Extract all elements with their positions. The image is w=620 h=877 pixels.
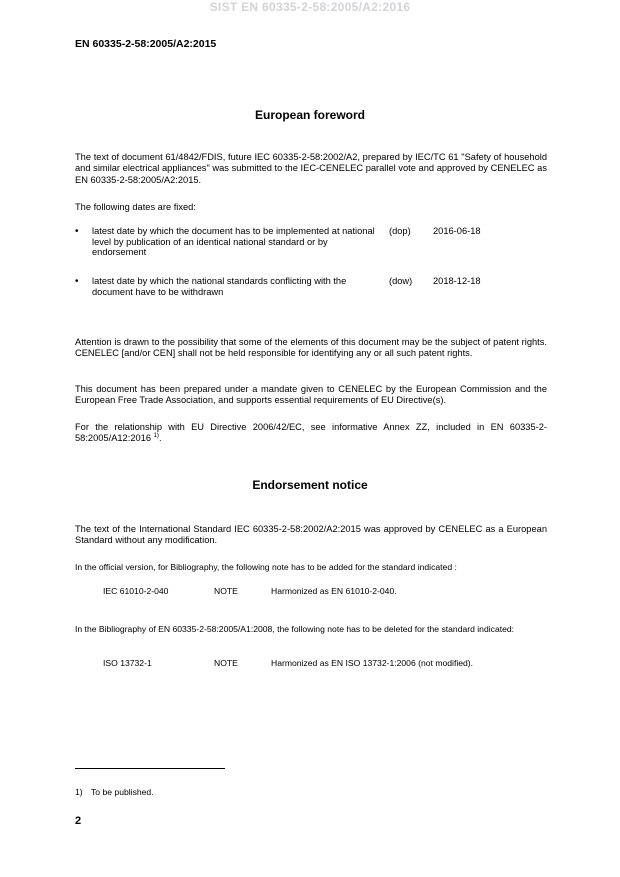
bibliography-standard: IEC 61010-2-040 bbox=[103, 586, 169, 596]
watermark: SIST EN 60335-2-58:2005/A2:2016 bbox=[209, 0, 411, 14]
page-number: 2 bbox=[75, 815, 82, 827]
dow-description: latest date by which the national standards conflicting with the document have to be withdrawn bbox=[92, 276, 347, 297]
list-bullet: • bbox=[75, 226, 79, 237]
foreword-paragraph-5-text: For the relationship with EU Directive 2006/42/EC, see informative Annex ZZ, included in EN 60335-2-58:2005/A12:2016 bbox=[75, 422, 547, 444]
bibliography-note-text: Harmonized as EN 61010-2-040. bbox=[271, 586, 397, 596]
foreword-paragraph-1: The text of document 61/4842/FDIS, future IEC 60335-2-58:2002/A2, prepared by IEC/TC 61 "Safety of household and similar electrical appliances" was submitted to the IEC-CENELEC parallel vote and approved by CENELEC as EN 60335-2-58:2005/A2:2015. bbox=[75, 152, 547, 185]
paragraph-end-punctuation: . bbox=[158, 433, 162, 444]
bibliography-note-text: Harmonized as EN ISO 13732-1:2006 (not modified). bbox=[271, 658, 474, 668]
endorsement-paragraph-2: In the official version, for Bibliography, the following note has to be added for the standard indicated : bbox=[75, 562, 457, 572]
footnote-text: To be published. bbox=[91, 787, 154, 797]
dow-date: 2018-12-18 bbox=[433, 276, 481, 286]
document-identifier: EN 60335-2-58:2005/A2:2015 bbox=[75, 38, 217, 50]
dow-code: (dow) bbox=[389, 276, 413, 286]
endorsement-heading: Endorsement notice bbox=[252, 478, 368, 492]
dop-date: 2016-06-18 bbox=[433, 226, 481, 236]
foreword-paragraph-3: Attention is drawn to the possibility that some of the elements of this document may be the subject of patent rights. CENELEC [and/or CEN] shall not be held responsible for identifying any or all such patent rights. bbox=[75, 337, 547, 359]
bibliography-standard: ISO 13732-1 bbox=[103, 658, 152, 668]
foreword-heading: European foreword bbox=[254, 108, 365, 122]
endorsement-paragraph-1: The text of the International Standard IEC 60335-2-58:2002/A2:2015 was approved by CENELEC as a European Standard without any modification. bbox=[75, 524, 547, 546]
foreword-paragraph-2: The following dates are fixed: bbox=[75, 202, 196, 212]
bibliography-note-label: NOTE bbox=[214, 586, 238, 596]
footnote bbox=[75, 787, 154, 797]
foreword-paragraph-4: This document has been prepared under a mandate given to CENELEC by the European Commission and the European Free Trade Association, and supports essential requirements of EU Directive(s). bbox=[75, 384, 547, 406]
footnote-number: 1) bbox=[75, 787, 83, 797]
dop-code: (dop) bbox=[389, 226, 411, 236]
footnote-divider bbox=[75, 768, 225, 769]
dop-description: latest date by which the document has to be implemented at national level by publication of an identical national standard or by endorsement bbox=[92, 226, 375, 258]
endorsement-paragraph-3: In the Bibliography of EN 60335-2-58:2005/A1:2008, the following note has to be deleted for the standard indicated: bbox=[75, 624, 515, 634]
bibliography-note-label: NOTE bbox=[214, 658, 238, 668]
list-bullet: • bbox=[75, 276, 79, 287]
foreword-paragraph-5 bbox=[75, 422, 547, 445]
footnote-reference: 1) bbox=[153, 433, 159, 440]
